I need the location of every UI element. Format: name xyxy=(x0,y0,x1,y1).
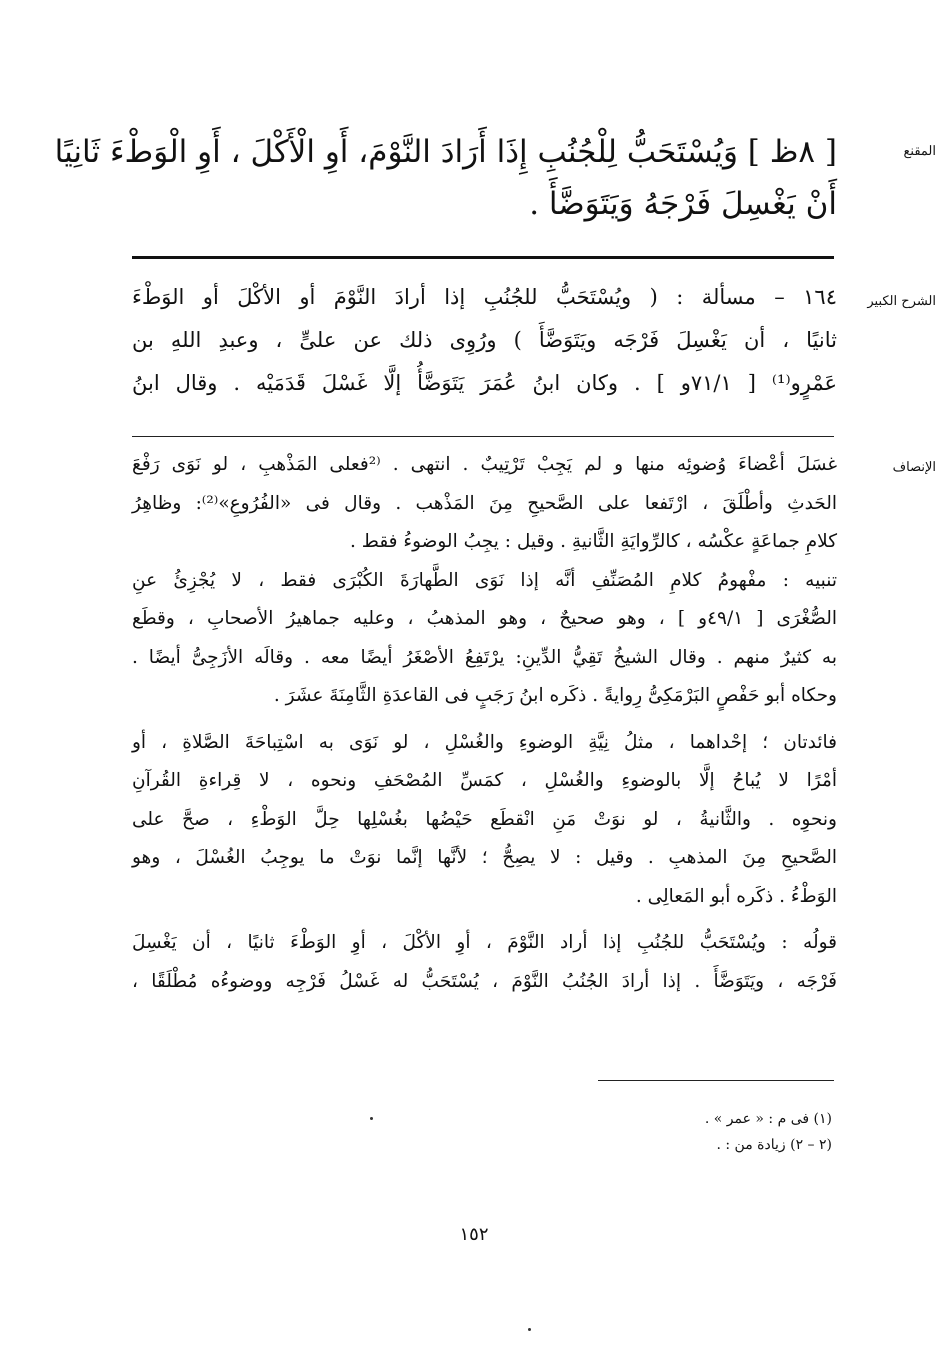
sharh-line: عَمْرٍو⁽¹⁾ [ ٧١/١و ] . وكان ابنُ عُمَرَ يَتَوَضَّأُ إلَّا غَسْلَ قَدَمَيْه . وقال ابنُ xyxy=(132,371,837,395)
insaf-line: الصَّحيحِ مِنَ المذهبِ . وقيل : لا يصِحُّ ؛ لأنَّها إنَّما نوَتْ ما يوجِبُ الغُسْلَ ، وهو xyxy=(132,847,837,868)
scan-speck xyxy=(528,1328,531,1331)
insaf-line: ونحوِه . والثَّانيةُ ، لو نوَتْ مَنِ انْقطَع حَيْضُها بغُسْلِها حِلَّ الوَطْءِ ، صحَّ على xyxy=(132,808,837,830)
insaf-line: الصُّغْرَى [ ٤٩/١و ] ، وهو صحيحٌ ، وهو المذهبُ ، وعليه جماهيرُ الأصحابِ ، وقطَع xyxy=(132,608,837,629)
sharh-text xyxy=(132,276,837,405)
insaf-line: فَرْجَه ، ويَتَوَضَّأَ . إذا أرادَ الجُنُبُ النَّوْمَ ، يُسْتَحَبُّ له غَسْلُ فَرْجِه ووضوءُه مُطْلَقًا ، xyxy=(132,970,837,992)
muqni-text xyxy=(54,126,837,230)
footnote-divider xyxy=(598,1080,834,1081)
insaf-line: تنبيه : مفْهومُ كلامِ المُصَنِّفِ أنَّه إذا نَوَى الطَّهارَةَ الكُبْرَى فقط ، لا يُجْزِئُ عنِ xyxy=(132,569,837,591)
scan-speck xyxy=(370,1117,373,1120)
insaf-line: فائدتان ؛ إحْداهما ، مثلُ نِيَّةِ الوضوءِ والغُسْلِ ، لو نَوَى به اسْتِباحَةَ الصَّلاةِ ، أو xyxy=(132,731,837,753)
sharh-line: ثانيًا ، أن يَغْسِلَ فَرْجَه ويَتَوَضَّأَ ) ورُوِى ذلك عن علىٍّ ، وعبدِ اللهِ بن xyxy=(132,328,837,352)
footnote: (١) فى م : « عمر » . xyxy=(704,1111,832,1127)
insaf-line: كلامِ جماعَةٍ عكْسُه ، كالرِّوايَةِ الثَّانيةِ . وقيل : يجِبُ الوضوءُ فقط . xyxy=(350,531,837,552)
insaf-line: به كثيرٌ منهم . وقال الشيخُ تَقِيُّ الدِّينِ: يرْتَفِعُ الأصْغَرُ أيضًا معه . وقالَه الأزَجِىُّ أيضًا . xyxy=(132,646,837,668)
footnotes xyxy=(500,1106,832,1158)
footnote: (٢ – ٢) زيادة من : . xyxy=(716,1137,832,1153)
insaf-line: الوَطْءُ . ذكَره أبو المَعالِى . xyxy=(635,885,837,907)
sharh-line: ١٦٤ – مسألة : ( ويُسْتَحَبُّ للجُنُبِ إذا أرادَ النَّوْمَ أو الأكْلَ أو الوَطْءَ xyxy=(132,285,837,309)
section-divider-thick xyxy=(132,256,834,259)
insaf-text xyxy=(132,446,837,1001)
insaf-line: غسَلَ أعْضاءَ وُضوئِه منها و لم يَجِبْ تَرْتِيبٌ . انتهى . ⁽²فعلى المَذْهبِ ، لو نَوَى رَفْعَ xyxy=(132,454,837,475)
insaf-line: الحَدثِ وأطْلَقَ ، ارْتَفعا على الصَّحيحِ مِنَ المَذْهب . وقال فى «الفُرُوعِ»⁽²⁾: وظاهِرُ xyxy=(132,492,837,514)
insaf-line: أمْرًا لا يُباحُ إلَّا بالوضوءِ والغُسْلِ ، كمَسِّ المُصْحَفِ ونحوه ، لا قِراءةِ القُرآنِ xyxy=(132,770,837,791)
muqni-line: أَنْ يَغْسِلَ فَرْجَهُ وَيَتَوَضَّأَ . xyxy=(529,186,837,222)
section-divider-thin xyxy=(132,436,834,437)
insaf-line: وحكاه أبو حَفْصٍ البَرْمَكِىُّ رِوايةً . ذكَره ابنُ رَجَبٍ فى القاعدَةِ الثَّامِنَةَ عشَرَ . xyxy=(273,685,837,706)
muqni-label: المقنع xyxy=(903,144,936,159)
muqni-line: [ ٨ظ ] وَيُسْتَحَبُّ لِلْجُنُبِ إِذَا أَرَادَ النَّوْمَ، أَوِ الْأَكْلَ ، أَوِ الْوَطْءَ ثَانِيًا xyxy=(54,134,837,170)
insaf-label: الإنصاف xyxy=(892,460,936,475)
insaf-line: قولُه : ويُسْتَحَبُّ للجُنُبِ إذا أراد النَّوْمَ ، أوِ الأكْلَ ، أوِ الوَطْءَ ثانيًا ، أن يَغْسِلَ xyxy=(132,932,837,953)
sharh-label: الشرح الكبير xyxy=(867,294,936,309)
page-number: ١٥٢ xyxy=(459,1224,489,1245)
